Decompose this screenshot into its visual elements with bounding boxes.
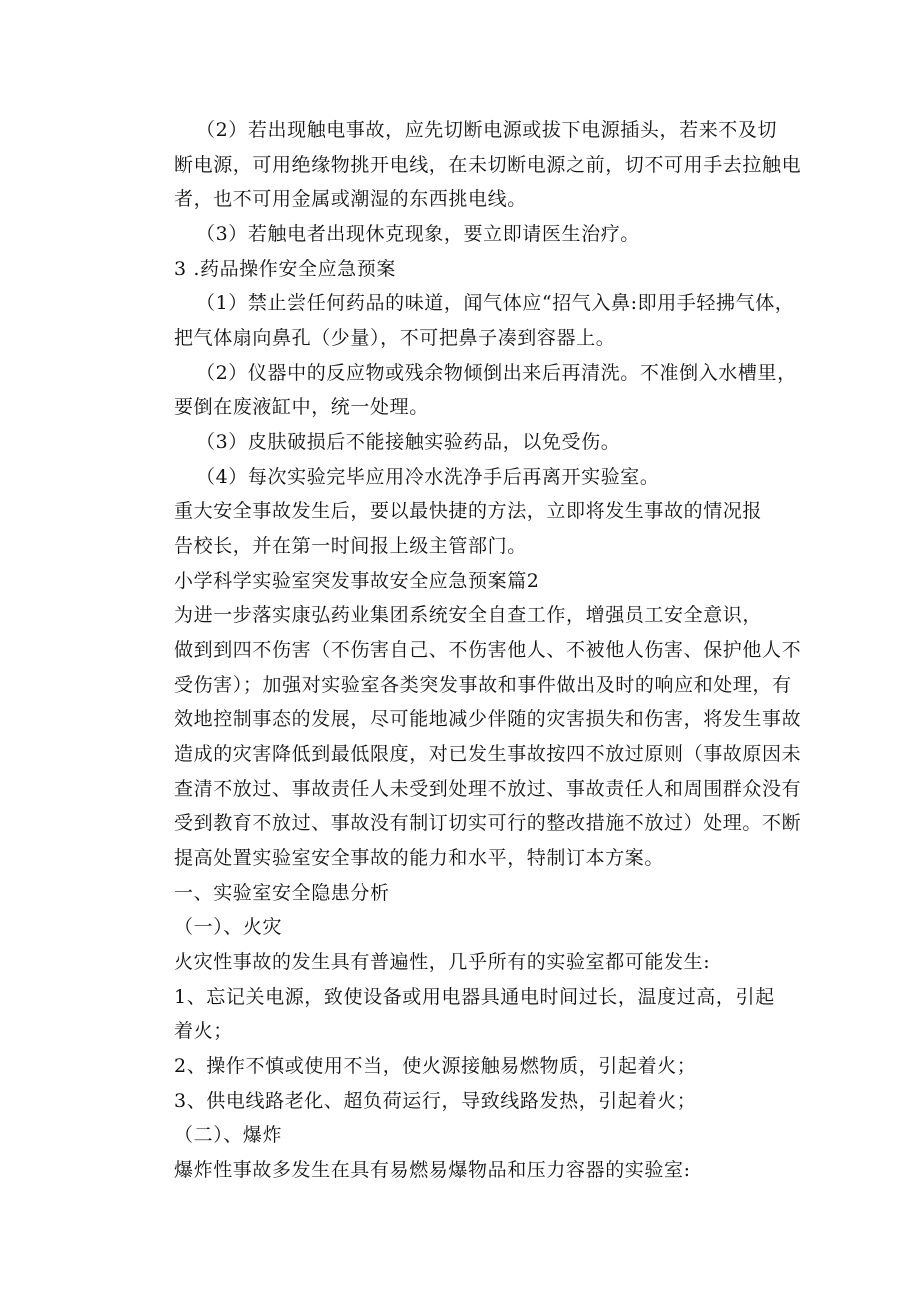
paragraph-intro-line-4: 效地控制事态的发展，尽可能地减少伴随的灾害损失和伤害，将发生事故 xyxy=(174,708,802,730)
subheading-explosion: （二）、爆炸 xyxy=(174,1124,283,1146)
paragraph-intro-line-2: 做到到四不伤害（不伤害自己、不伤害他人、不被他人伤害、保护他人不 xyxy=(174,639,802,661)
paragraph-fire-2: 2、操作不慎或使用不当，使火源接触易燃物质，引起着火； xyxy=(174,1055,697,1077)
paragraph-drug-1-line-1: （1）禁止尝任何药品的味道，闻气体应“招气入鼻:即用手轻拂气体， xyxy=(196,292,795,314)
paragraph-explosion-intro: 爆炸性事故多发生在具有易燃易爆物品和压力容器的实验室: xyxy=(174,1159,691,1181)
paragraph-drug-2-line-2: 要倒在废液缸中，统一处理。 xyxy=(174,396,429,418)
paragraph-major-accident-line-1: 重大安全事故发生后，要以最快捷的方法，立即将发生事故的情况报 xyxy=(174,500,763,522)
paragraph-fire-1-line-1: 1、忘记关电源，致使设备或用电器具通电时间过长，温度过高，引起 xyxy=(174,986,775,1008)
heading-hazard-analysis: 一、实验室安全隐患分析 xyxy=(174,882,390,904)
paragraph-major-accident-line-2: 告校长，并在第一时间报上级主管部门。 xyxy=(174,535,527,557)
paragraph-fire-1-line-2: 着火； xyxy=(174,1020,233,1042)
paragraph-drug-2-line-1: （2）仪器中的反应物或残余物倾倒出来后再清洗。不准倒入水槽里， xyxy=(196,362,797,384)
paragraph-fire-3: 3、供电线路老化、超负荷运行，导致线路发热，引起着火； xyxy=(174,1090,697,1112)
paragraph-electric-shock-2-line-2: 断电源，可用绝缘物挑开电线，在未切断电源之前，切不可用手去拉触电 xyxy=(174,154,802,176)
paragraph-electric-shock-2-line-3: 者，也不可用金属或潮湿的东西挑电线。 xyxy=(174,188,527,210)
paragraph-electric-shock-3: （3）若触电者出现休克现象，要立即请医生治疗。 xyxy=(196,223,640,245)
paragraph-intro-line-7: 受到教育不放过、事故没有制订切实可行的整改措施不放过）处理。不断 xyxy=(174,812,802,834)
subheading-fire: （一）、火灾 xyxy=(174,916,283,938)
paragraph-intro-line-8: 提高处置实验室安全事故的能力和水平，特制订本方案。 xyxy=(174,847,665,869)
paragraph-electric-shock-2-line-1: （2）若出现触电事故，应先切断电源或拔下电源插头，若来不及切 xyxy=(196,119,778,141)
paragraph-drug-3: （3）皮肤破损后不能接触实验药品，以免受伤。 xyxy=(196,431,621,453)
paragraph-fire-intro: 火灾性事故的发生具有普遍性，几乎所有的实验室都可能发生: xyxy=(174,951,711,973)
paragraph-intro-line-6: 查清不放过、事故责任人未受到处理不放过、事故责任人和周围群众没有 xyxy=(174,778,802,800)
paragraph-drug-1-line-2: 把气体扇向鼻孔（少量），不可把鼻子凑到容器上。 xyxy=(174,327,616,349)
paragraph-intro-line-3: 受伤害）；加强对实验室各类突发事故和事件做出及时的响应和处理，有 xyxy=(174,674,792,696)
paragraph-intro-line-5: 造成的灾害降低到最低限度，对已发生事故按四不放过原则（事故原因未 xyxy=(174,743,802,765)
paragraph-intro-line-1: 为进一步落实康弘药业集团系统安全自查工作，增强员工安全意识， xyxy=(174,604,763,626)
paragraph-drug-4: （4）每次实验完毕应用冷水洗净手后再离开实验室。 xyxy=(196,466,660,488)
section-heading-drug-safety: 3 .药品操作安全应急预案 xyxy=(174,258,396,280)
document-section-title: 小学科学实验室突发事故安全应急预案篇2 xyxy=(174,570,540,592)
